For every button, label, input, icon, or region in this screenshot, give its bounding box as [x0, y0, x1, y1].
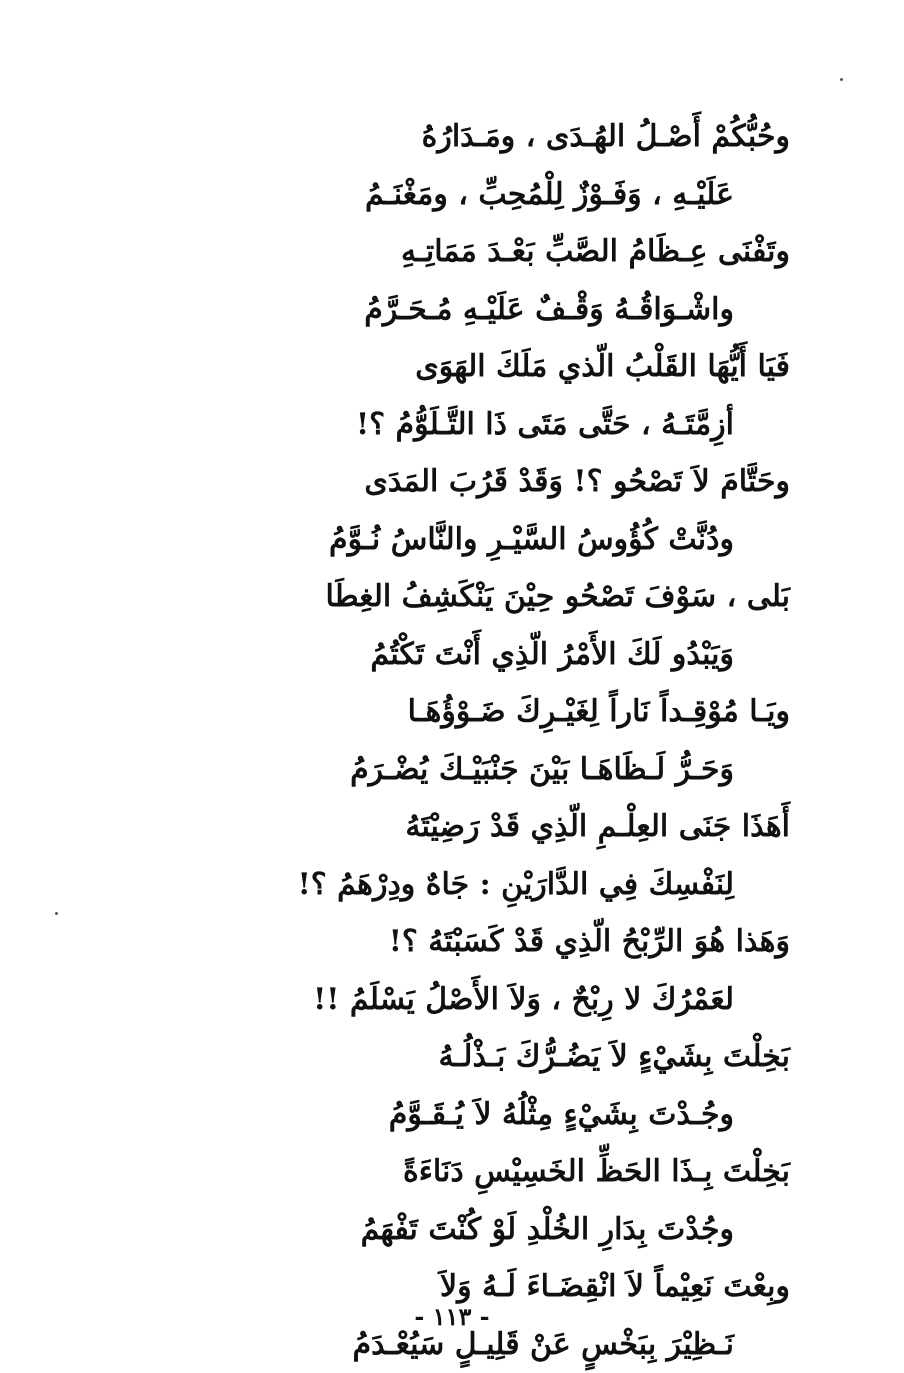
poem-line: أزِمَّتَـهُ ، حَتَّى مَتَى ذَا التَّـلَوُّمُ ؟! — [150, 396, 790, 454]
poem-line: فَيَا أَيُّهَا القَلْبُ الّذي مَلَكَ الهَوَى — [150, 338, 790, 396]
poem-line: نَـظِيْرَ بِبَخْسٍ عَنْ قَلِيـلٍ سَيُعْـدَمُ — [150, 1316, 790, 1373]
scan-speck — [840, 78, 843, 81]
poem-line: ويَـا مُوْقِـداً نَاراً لِغَيْـرِكَ ضَـوْؤُهَـا — [150, 683, 790, 741]
poem-line: بَخِلْتَ بِشَيْءٍ لاَ يَضُـرُّكَ بَـذْلُـهُ — [150, 1028, 790, 1086]
poem-line: لِنَفْسِكَ فِي الدَّارَيْنِ : جَاهٌ ودِرْهَمُ ؟! — [150, 856, 790, 914]
poem-line: واشْـوَاقُـهُ وَقْـفٌ عَلَيْـهِ مُـحَـرَّمُ — [150, 281, 790, 339]
poem-line: وَحَـرُّ لَـظَاهَـا بَيْنَ جَنْبَيْـكَ يُضْـرَمُ — [150, 741, 790, 799]
poem-line: وَهَذا هُوَ الرِّبْحُ الّذِي قَدْ كَسَبْتَهُ ؟! — [150, 913, 790, 971]
poem-line: بَخِلْتَ بِـذَا الحَظِّ الخَسِيْسِ دَنَاءَةً — [150, 1143, 790, 1201]
poem-line: وحَتَّامَ لاَ تَصْحُو ؟! وَقَدْ قَرُبَ المَدَى — [150, 453, 790, 511]
scan-speck — [55, 912, 58, 915]
poem-line: وجُدْتَ بِدَارِ الخُلْدِ لَوْ كُنْتَ تَفْهَمُ — [150, 1201, 790, 1259]
poem-line: بَلى ، سَوْفَ تَصْحُو حِيْنَ يَنْكَشِفُ الغِطَا — [150, 568, 790, 626]
poem-line: لعَمْرُكَ لا رِبْحٌ ، وَلاَ الأَصْلُ يَسْلَمُ !! — [150, 971, 790, 1029]
poem-line: وحُبُّكُمْ أَصْـلُ الهُـدَى ، ومَـدَارُهُ — [150, 108, 790, 166]
poem-line: ودُنَّتْ كُؤُوسُ السَّيْـرِ والنَّاسُ نُـوَّمُ — [150, 511, 790, 569]
poem-line: عَلَيْـهِ ، وَفَـوْزٌ لِلْمُحِبِّ ، ومَغْنَـمُ — [150, 166, 790, 224]
poem-line: وجُـدْتَ بِشَيْءٍ مِثْلُهُ لاَ يُـقَـوَّمُ — [150, 1086, 790, 1144]
page-number: - ١١٣ - — [0, 1302, 904, 1331]
poem-line: وبِعْتَ نَعِيْماً لاَ انْقِضَـاءَ لَـهُ وَلاَ — [150, 1258, 790, 1316]
poem-line: وتَفْنَى عِـظَامُ الصَّبِّ بَعْـدَ مَمَاتِـهِ — [150, 223, 790, 281]
poem-line: وَيَبْدُو لَكَ الأَمْرُ الّذِي أَنْتَ تَكْتُمُ — [150, 626, 790, 684]
poem-body — [150, 108, 790, 1373]
poem-line: أَهَذَا جَنَى العِلْـمِ الّذِي قَدْ رَضِيْتَهُ — [150, 798, 790, 856]
